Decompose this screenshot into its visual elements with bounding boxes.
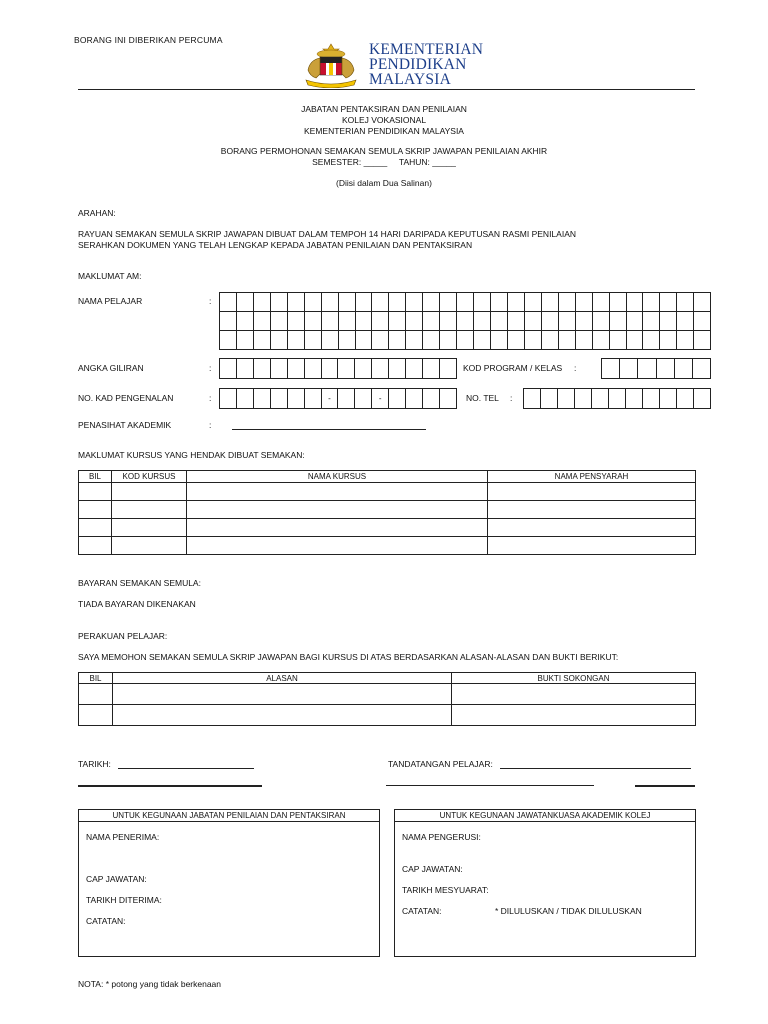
instructions-heading: ARAHAN: <box>78 208 116 218</box>
char-box[interactable] <box>576 293 593 311</box>
char-box[interactable] <box>305 389 322 408</box>
char-box[interactable] <box>457 312 474 330</box>
program-class-label: KOD PROGRAM / KELAS <box>463 363 563 373</box>
logo-line-1: KEMENTERIAN <box>369 41 484 58</box>
semester-year-line[interactable]: SEMESTER: _____ TAHUN: _____ <box>312 157 456 167</box>
char-box[interactable] <box>237 359 254 378</box>
cut-line-middle <box>386 785 594 786</box>
char-box[interactable] <box>220 293 237 311</box>
char-box[interactable] <box>356 331 373 349</box>
char-box[interactable] <box>338 359 355 378</box>
academic-advisor-label: PENASIHAT AKADEMIK <box>78 420 172 430</box>
char-box[interactable] <box>643 293 660 311</box>
char-box[interactable] <box>423 389 440 408</box>
char-box[interactable] <box>305 312 322 330</box>
char-box[interactable] <box>593 293 610 311</box>
ic-number-boxes[interactable] <box>219 388 457 409</box>
char-box[interactable] <box>474 312 491 330</box>
char-box[interactable] <box>694 312 711 330</box>
char-box[interactable] <box>440 331 457 349</box>
colon: : <box>209 363 212 373</box>
char-box[interactable] <box>372 359 389 378</box>
char-box[interactable] <box>372 312 389 330</box>
footer-note <box>78 979 221 989</box>
char-box[interactable] <box>389 389 406 408</box>
logo-line-2: PENDIDIKAN <box>369 56 467 73</box>
char-box[interactable] <box>237 312 254 330</box>
student-name-label: NAMA PELAJAR <box>78 296 143 306</box>
academic-advisor-line[interactable] <box>232 429 426 430</box>
form-title: BORANG PERMOHONAN SEMAKAN SEMULA SKRIP JAWAPAN PENILAIAN AKHIR <box>220 146 548 156</box>
college-name: KOLEJ VOKASIONAL <box>341 115 427 125</box>
char-box[interactable] <box>559 293 576 311</box>
receiver-name-label: NAMA PENERIMA: <box>86 832 160 842</box>
copies-note: (Diisi dalam Dua Salinan) <box>336 178 432 188</box>
char-box[interactable] <box>339 293 356 311</box>
table-row[interactable] <box>79 537 696 555</box>
student-name-boxes-row-3[interactable] <box>219 330 711 350</box>
meeting-date-label: TARIKH MESYUARAT: <box>402 885 489 895</box>
char-box[interactable] <box>271 359 288 378</box>
char-box[interactable] <box>423 359 440 378</box>
payment-value: TIADA BAYARAN DIKENAKAN <box>78 599 196 609</box>
chairperson-name-label: NAMA PENGERUSI: <box>402 832 481 842</box>
note-text: * potong yang tidak berkenaan <box>103 979 222 989</box>
char-box[interactable] <box>305 331 322 349</box>
student-name-boxes-row-1[interactable] <box>219 292 711 312</box>
courses-heading: MAKLUMAT KURSUS YANG HENDAK DIBUAT SEMAKAN: <box>78 450 305 460</box>
date-label: TARIKH: <box>78 759 111 769</box>
char-box[interactable] <box>592 389 609 408</box>
char-box[interactable] <box>288 293 305 311</box>
char-box[interactable] <box>627 312 644 330</box>
char-box[interactable] <box>220 389 237 408</box>
char-box[interactable] <box>525 312 542 330</box>
char-box[interactable] <box>423 312 440 330</box>
char-box[interactable] <box>406 389 423 408</box>
char-box[interactable] <box>254 331 271 349</box>
char-box[interactable] <box>677 389 694 408</box>
char-box[interactable] <box>474 293 491 311</box>
char-box[interactable] <box>339 312 356 330</box>
char-box[interactable] <box>356 293 373 311</box>
char-box[interactable] <box>271 331 288 349</box>
ic-number-label: NO. KAD PENGENALAN <box>78 393 174 403</box>
char-box[interactable] <box>356 312 373 330</box>
reasons-table <box>78 672 696 726</box>
char-box[interactable] <box>440 359 457 378</box>
stamp-label: CAP JAWATAN: <box>86 874 147 884</box>
instruction-line-1: RAYUAN SEMAKAN SEMULA SKRIP JAWAPAN DIBUAT DALAM TEMPOH 14 HARI DARIPADA KEPUTUSAN RASMI PENILAIAN <box>78 229 577 239</box>
char-box[interactable] <box>558 389 575 408</box>
char-box[interactable] <box>322 331 339 349</box>
col-evidence: BUKTI SOKONGAN <box>452 673 696 684</box>
instruction-line-2: SERAHKAN DOKUMEN YANG TELAH LENGKAP KEPADA JABATAN PENILAIAN DAN PENTAKSIRAN <box>78 240 473 250</box>
colon: : <box>574 363 577 373</box>
char-box[interactable] <box>406 312 423 330</box>
char-box[interactable] <box>657 359 675 378</box>
header-divider <box>78 89 695 90</box>
ministry-name: KEMENTERIAN PENDIDIKAN MALAYSIA <box>304 126 464 136</box>
department-name: JABATAN PENTAKSIRAN DAN PENILAIAN <box>301 104 467 114</box>
student-name-boxes-row-2[interactable] <box>219 311 711 331</box>
department-use-title: UNTUK KEGUNAAN JABATAN PENILAIAN DAN PENTAKSIRAN <box>79 810 379 822</box>
cut-line-right <box>635 785 695 787</box>
notes-label: CATATAN: <box>402 906 442 916</box>
char-box[interactable] <box>288 331 305 349</box>
char-box[interactable] <box>220 312 237 330</box>
char-box[interactable] <box>237 293 254 311</box>
table-row[interactable] <box>79 684 696 705</box>
char-box[interactable] <box>220 331 237 349</box>
table-row[interactable] <box>79 483 696 501</box>
char-box[interactable] <box>237 389 254 408</box>
char-box[interactable] <box>559 331 576 349</box>
index-number-boxes[interactable] <box>219 358 457 379</box>
table-row[interactable] <box>79 519 696 537</box>
char-box[interactable] <box>609 389 626 408</box>
ministry-logo <box>296 40 484 90</box>
char-box[interactable] <box>389 293 406 311</box>
phone-label: NO. TEL <box>466 393 499 403</box>
char-box[interactable] <box>542 312 559 330</box>
char-box[interactable] <box>508 293 525 311</box>
char-box[interactable] <box>491 312 508 330</box>
table-row[interactable] <box>79 501 696 519</box>
char-box[interactable] <box>541 389 558 408</box>
colon: : <box>209 393 212 403</box>
char-box[interactable] <box>491 293 508 311</box>
char-box[interactable] <box>508 331 525 349</box>
note-prefix: NOTA: <box>78 979 104 989</box>
char-box[interactable] <box>677 293 694 311</box>
char-box[interactable] <box>643 331 660 349</box>
colon: : <box>209 296 212 306</box>
char-box[interactable] <box>288 359 305 378</box>
char-box[interactable] <box>254 389 271 408</box>
committee-use-box <box>394 809 696 957</box>
general-info-heading: MAKLUMAT AM: <box>78 271 142 281</box>
char-box[interactable] <box>593 312 610 330</box>
char-box[interactable] <box>626 389 643 408</box>
char-box[interactable] <box>677 331 694 349</box>
department-use-box <box>78 809 380 957</box>
ic-separator: - <box>372 389 389 408</box>
col-bil: BIL <box>79 673 113 684</box>
free-form-note: BORANG INI DIBERIKAN PERCUMA <box>74 35 223 45</box>
char-box[interactable] <box>322 312 339 330</box>
char-box[interactable] <box>660 389 677 408</box>
ic-separator: - <box>322 389 339 408</box>
char-box[interactable] <box>694 331 711 349</box>
char-box[interactable] <box>576 331 593 349</box>
char-box[interactable] <box>254 312 271 330</box>
stamp-label: CAP JAWATAN: <box>402 864 463 874</box>
col-reason: ALASAN <box>113 673 452 684</box>
signature-label: TANDATANGAN PELAJAR: <box>388 759 493 769</box>
char-box[interactable] <box>576 312 593 330</box>
char-box[interactable] <box>406 331 423 349</box>
char-box[interactable] <box>355 359 372 378</box>
char-box[interactable] <box>524 389 541 408</box>
char-box[interactable] <box>525 293 542 311</box>
char-box[interactable] <box>643 312 660 330</box>
char-box[interactable] <box>660 312 677 330</box>
char-box[interactable] <box>542 293 559 311</box>
char-box[interactable] <box>389 359 406 378</box>
char-box[interactable] <box>660 293 677 311</box>
col-course-code: KOD KURSUS <box>112 471 187 483</box>
char-box[interactable] <box>491 331 508 349</box>
char-box[interactable] <box>627 331 644 349</box>
col-bil: BIL <box>79 471 112 483</box>
char-box[interactable] <box>638 359 656 378</box>
char-box[interactable] <box>322 359 339 378</box>
colon: : <box>209 420 212 430</box>
char-box[interactable] <box>322 293 339 311</box>
char-box[interactable] <box>288 389 305 408</box>
char-box[interactable] <box>440 389 457 408</box>
declaration-statement: SAYA MEMOHON SEMAKAN SEMULA SKRIP JAWAPAN BAGI KURSUS DI ATAS BERDASARKAN ALASAN-ALASAN DAN BUKTI BERIKUT: <box>78 652 619 662</box>
char-box[interactable] <box>694 293 711 311</box>
col-lecturer-name: NAMA PENSYARAH <box>488 471 696 483</box>
char-box[interactable] <box>440 293 457 311</box>
char-box[interactable] <box>627 293 644 311</box>
char-box[interactable] <box>643 389 660 408</box>
coat-of-arms-icon <box>296 42 366 88</box>
table-row[interactable] <box>79 705 696 726</box>
cut-line-left <box>78 785 262 787</box>
char-box[interactable] <box>389 312 406 330</box>
char-box[interactable] <box>338 389 355 408</box>
char-box[interactable] <box>423 331 440 349</box>
date-line[interactable] <box>118 768 254 769</box>
char-box[interactable] <box>254 293 271 311</box>
char-box[interactable] <box>508 312 525 330</box>
char-box[interactable] <box>305 293 322 311</box>
program-class-boxes[interactable] <box>601 358 711 379</box>
char-box[interactable] <box>271 293 288 311</box>
char-box[interactable] <box>271 389 288 408</box>
phone-boxes[interactable] <box>523 388 711 409</box>
char-box[interactable] <box>610 293 627 311</box>
logo-line-3: MALAYSIA <box>369 71 451 88</box>
char-box[interactable] <box>440 312 457 330</box>
char-box[interactable] <box>271 312 288 330</box>
char-box[interactable] <box>288 312 305 330</box>
char-box[interactable] <box>660 331 677 349</box>
char-box[interactable] <box>237 331 254 349</box>
col-course-name: NAMA KURSUS <box>187 471 488 483</box>
char-box[interactable] <box>372 293 389 311</box>
char-box[interactable] <box>610 331 627 349</box>
char-box[interactable] <box>602 359 620 378</box>
char-box[interactable] <box>677 312 694 330</box>
notes-label: CATATAN: <box>86 916 126 926</box>
char-box[interactable] <box>355 389 372 408</box>
char-box[interactable] <box>620 359 638 378</box>
char-box[interactable] <box>339 331 356 349</box>
committee-use-title: UNTUK KEGUNAAN JAWATANKUASA AKADEMIK KOLEJ <box>395 810 695 822</box>
char-box[interactable] <box>694 389 711 408</box>
signature-line[interactable] <box>500 768 691 769</box>
char-box[interactable] <box>372 331 389 349</box>
index-number-label: ANGKA GILIRAN <box>78 363 144 373</box>
char-box[interactable] <box>525 331 542 349</box>
char-box[interactable] <box>474 331 491 349</box>
courses-table <box>78 470 696 555</box>
colon: : <box>510 393 513 403</box>
char-box[interactable] <box>575 389 592 408</box>
char-box[interactable] <box>559 312 576 330</box>
char-box[interactable] <box>610 312 627 330</box>
char-box[interactable] <box>254 359 271 378</box>
date-received-label: TARIKH DITERIMA: <box>86 895 162 905</box>
payment-heading: BAYARAN SEMAKAN SEMULA: <box>78 578 201 588</box>
char-box[interactable] <box>220 359 237 378</box>
declaration-heading: PERAKUAN PELAJAR: <box>78 631 168 641</box>
char-box[interactable] <box>305 359 322 378</box>
char-box[interactable] <box>389 331 406 349</box>
char-box[interactable] <box>675 359 693 378</box>
char-box[interactable] <box>423 293 440 311</box>
char-box[interactable] <box>542 331 559 349</box>
char-box[interactable] <box>693 359 711 378</box>
char-box[interactable] <box>406 359 423 378</box>
char-box[interactable] <box>457 331 474 349</box>
approval-decision[interactable]: * DILULUSKAN / TIDAK DILULUSKAN <box>495 906 642 916</box>
char-box[interactable] <box>457 293 474 311</box>
char-box[interactable] <box>593 331 610 349</box>
char-box[interactable] <box>406 293 423 311</box>
